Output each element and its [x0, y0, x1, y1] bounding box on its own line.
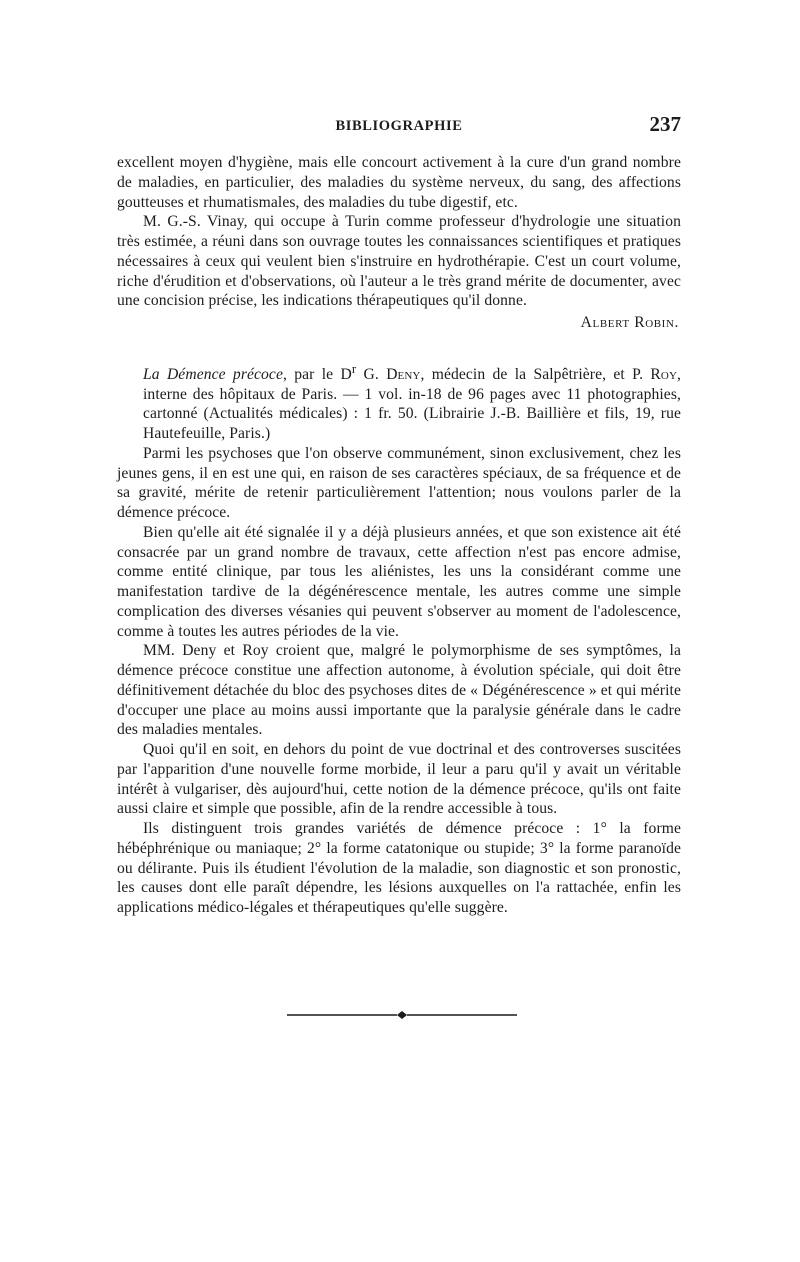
review1-paragraph-2: M. G.-S. Vinay, qui occupe à Turin comme professeur d'hydrologie une situation très estimée, a réuni dans son ouvrage toutes les connaissances scientifiques et pratiques nécessaires à ceux qui veulent bien s'instruire en hydrothérapie. C'est un court volume, riche d'érudition et d'observations, où l'auteur a le très grand mérite de documenter, avec une concision précise, les indications thérapeutiques qu'il donne.: [117, 213, 681, 310]
bibliographic-entry: [117, 359, 681, 444]
page: [117, 112, 681, 918]
author-roy: Roy: [650, 365, 678, 383]
running-header: [117, 112, 681, 142]
review2-paragraph-3: MM. Deny et Roy croient que, malgré le polymorphisme de ses symptômes, la démence précoce constitue une affection autonome, à évolution spéciale, qui doit être définitivement détachée du bloc des psychoses dites de « Dégénérescence » et qui mérite d'occuper une place au moins aussi importante que la paralysie générale dans le cadre des maladies mentales.: [117, 642, 681, 739]
section-gap: [117, 333, 681, 359]
body-text: [117, 153, 681, 918]
review2-paragraph-1: Parmi les psychoses que l'on observe communément, sinon exclusivement, chez les jeunes gens, il en est une qui, en raison de ses caractères spéciaux, de sa fréquence et de sa gravité, mérite de retenir particulièrement l'attention; nous voulons parler de la démence précoce.: [117, 444, 681, 522]
review1-paragraph-1: excellent moyen d'hygiène, mais elle concourt activement à la cure d'un grand nombre de maladies, en particulier, des maladies du système nerveux, du sang, des affections goutteuses et rhumatismales, des maladies du tube digestif, etc.: [117, 154, 681, 211]
page-number: 237: [649, 112, 681, 136]
review2-paragraph-5: Ils distinguent trois grandes variétés de démence précoce : 1° la forme hébéphrénique ou maniaque; 2° la forme catatonique ou stupide; 3° la forme paranoïde ou délirante. Puis ils étudient l'évolution de la maladie, son diagnostic et son pronostic, les causes dont elle paraît dépendre, les lésions auxquelles on l'a rattachée, enfin les applications médico-légales et thérapeutiques qu'elle suggère.: [117, 820, 681, 917]
review1-signature: Albert Robin.: [580, 314, 679, 331]
end-ornament: [287, 1008, 517, 1022]
entry-rest-2: , interne des hôpitaux de Paris. — 1 vol. in-18 de 96 pages avec 11 photographies, cartonné (Actualités médicales) : 1 fr. 50. (Librairie J.-B. Baillière et fils, 19, rue Hautefeuille, Paris.): [143, 365, 682, 443]
author-deny: G. Deny: [356, 365, 421, 383]
entry-sup: r: [351, 360, 357, 376]
entry-by: , par le D: [282, 365, 352, 383]
review2-paragraph-4: Quoi qu'il en soit, en dehors du point de vue doctrinal et des controverses suscitées par l'apparition d'une nouvelle forme morbide, il leur a paru qu'il y avait un véritable intérêt à vulgariser, dès aujourd'hui, cette notion de la démence précoce, qu'ils ont faite aussi claire et simple que possible, afin de la rendre accessible à tous.: [117, 741, 681, 818]
running-title: BIBLIOGRAPHIE: [335, 118, 463, 134]
review2-paragraph-2: Bien qu'elle ait été signalée il y a déjà plusieurs années, et que son existence ait été consacrée par un grand nombre de travaux, cette affection n'est pas encore admise, comme entité clinique, par tous les aliénistes, les uns la considérant comme une manifestation tardive de la dégénérescence mentale, les autres comme une simple complication des diverses vésanies qui peuvent s'observer au moment de l'adolescence, comme à toutes les autres périodes de la vie.: [117, 523, 681, 640]
book-title: La Démence précoce: [143, 365, 283, 383]
entry-rest-1: , médecin de la Salpêtrière, et P.: [420, 365, 651, 383]
